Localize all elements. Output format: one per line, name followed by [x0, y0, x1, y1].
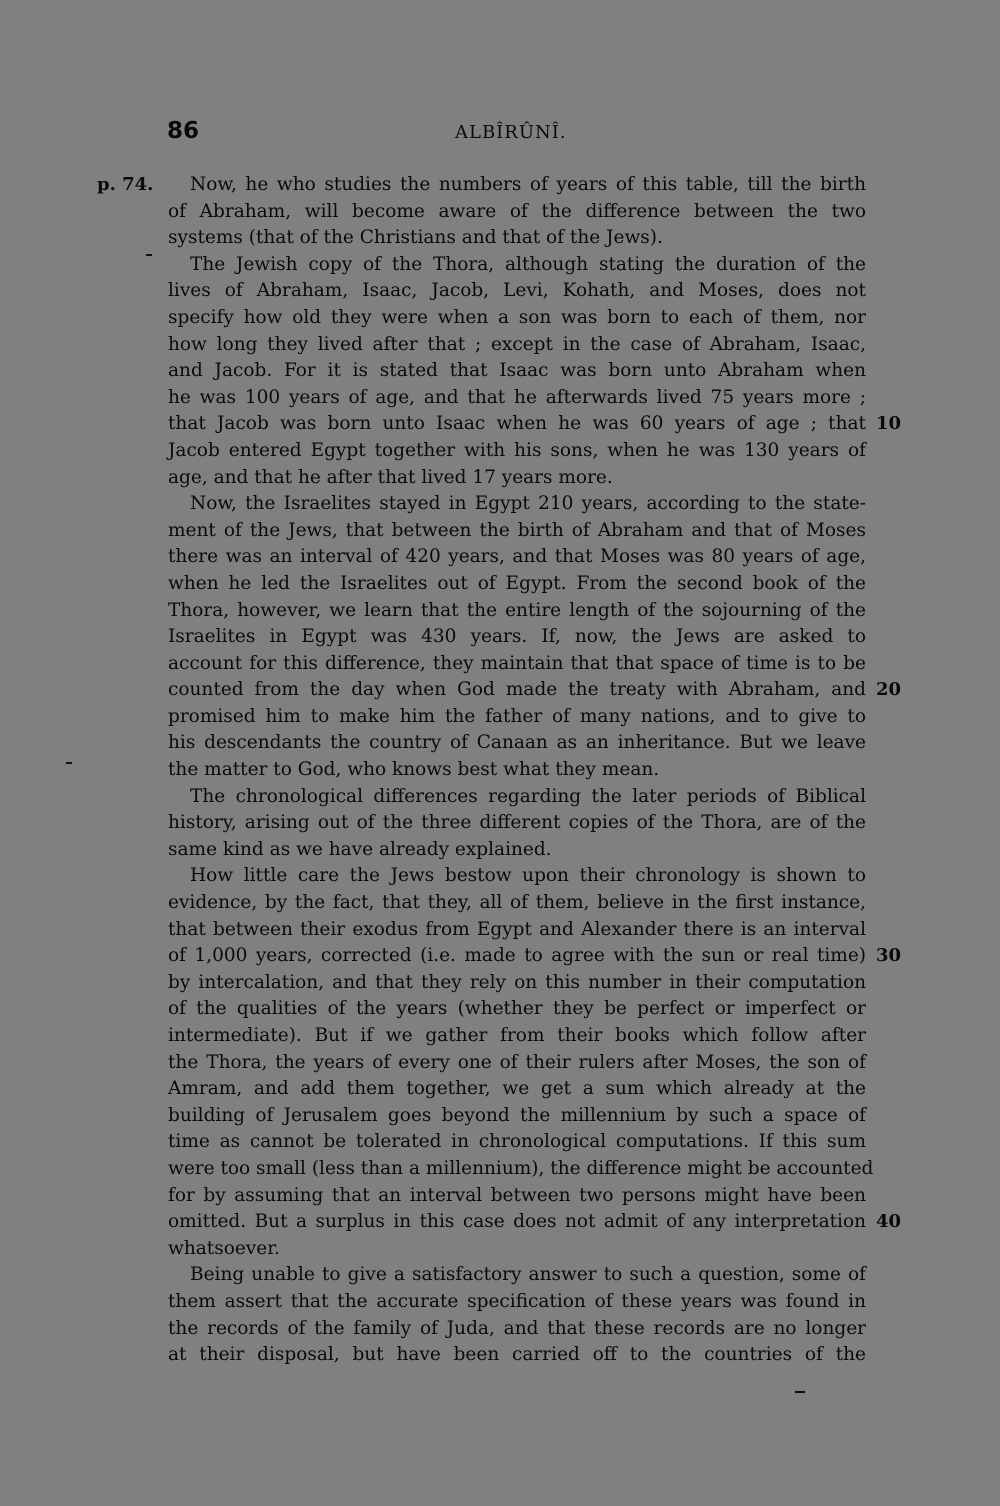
text-line-content: systems (that of the Christians and that of the Jews). — [168, 227, 663, 249]
text-line-content: how long they lived after that ; except in the case of Abraham, Isaac, — [168, 333, 866, 355]
text-line-content: lives of Abraham, Isaac, Jacob, Levi, Kohath, and Moses, does not — [168, 280, 866, 302]
text-line — [168, 1289, 866, 1316]
text-line-content: the matter to God, who knows best what they mean. — [168, 759, 660, 781]
text-line-content: Israelites in Egypt was 430 years. If, now, the Jews are asked to — [168, 626, 866, 648]
text-line-content: of Abraham, will become aware of the difference between the two — [168, 200, 866, 222]
text-line-content: account for this difference, they maintain that that space of time is to be — [168, 652, 866, 674]
text-line — [168, 890, 866, 917]
text-line-content: of 1,000 years, corrected (i.e. made to agree with the sun or real time) — [168, 945, 866, 967]
text-line — [168, 624, 866, 651]
text-line — [168, 1023, 866, 1050]
text-line — [168, 1183, 866, 1210]
text-line — [168, 1076, 866, 1103]
text-line — [168, 1209, 902, 1236]
margin-page-reference: p. 74. — [97, 174, 154, 195]
text-line-content: evidence, by the fact, that they, all of them, believe in the first instance, — [168, 892, 866, 914]
text-line-content: specify how old they were when a son was born to each of them, nor — [168, 306, 866, 328]
text-line — [168, 544, 866, 571]
text-line-content: were too small (less than a millennium), the difference might be accounted — [168, 1157, 874, 1179]
text-line — [168, 252, 866, 279]
text-line — [168, 172, 866, 199]
page-number: 86 — [167, 118, 200, 144]
text-line-content: promised him to make him the father of many nations, and to give to — [168, 705, 866, 727]
text-line-content: Now, he who studies the numbers of years of this table, till the birth — [190, 174, 866, 195]
text-line-content: he was 100 years of age, and that he afterwards lived 75 years more ; — [168, 386, 866, 408]
text-line — [168, 757, 866, 784]
line-number: 20 — [876, 679, 902, 701]
text-line — [168, 784, 866, 811]
text-line-content: by intercalation, and that they rely on this number in their computation — [168, 971, 866, 993]
text-line — [168, 411, 902, 438]
text-line — [168, 598, 866, 625]
text-line-content: when he led the Israelites out of Egypt. From the second book of the — [168, 572, 866, 594]
text-line-content: same kind as we have already explained. — [168, 838, 552, 860]
text-line-content: the records of the family of Juda, and that these records are no longer — [168, 1317, 866, 1339]
text-line-content: time as cannot be tolerated in chronological computations. If this sum — [168, 1131, 866, 1153]
text-line-content: that Jacob was born unto Isaac when he was 60 years of age ; that — [168, 413, 866, 435]
line-number: 10 — [876, 413, 902, 435]
text-line — [168, 225, 866, 252]
text-line-content: of the qualities of the years (whether they be perfect or imperfect or — [168, 998, 866, 1020]
text-line — [168, 438, 866, 465]
text-line — [168, 385, 866, 412]
text-line-content: whatsoever. — [168, 1237, 280, 1259]
line-number: 40 — [876, 1211, 902, 1233]
text-line-content: omitted. But a surplus in this case does not admit of any interpretation — [168, 1211, 866, 1233]
text-line — [168, 358, 866, 385]
text-line — [168, 1050, 866, 1077]
text-line — [168, 730, 866, 757]
text-line — [168, 1103, 866, 1130]
text-line — [168, 1236, 866, 1263]
text-line — [168, 917, 866, 944]
text-line-content: Being unable to give a satisfactory answer to such a question, some of — [190, 1264, 866, 1286]
text-line-content: counted from the day when God made the treaty with Abraham, and — [168, 679, 866, 701]
line-number: 30 — [876, 945, 902, 967]
text-line — [168, 1129, 866, 1156]
text-line — [168, 465, 866, 492]
text-line — [168, 491, 866, 518]
text-line — [168, 1156, 874, 1183]
text-line — [168, 970, 866, 997]
text-line-content: intermediate). But if we gather from their books which follow after — [168, 1025, 866, 1046]
running-head: ALBÎRÛNÎ. — [455, 122, 567, 143]
text-line-content: the Thora, the years of every one of their rulers after Moses, the son of — [168, 1051, 866, 1073]
margin-mark — [795, 1391, 805, 1393]
text-line — [168, 1342, 866, 1369]
text-line — [168, 810, 866, 837]
text-block — [168, 172, 902, 1369]
text-line — [168, 278, 866, 305]
text-line — [168, 996, 866, 1023]
text-line-content: history, arising out of the three different copies of the Thora, are of the — [168, 812, 866, 834]
text-line — [168, 863, 866, 890]
text-line — [168, 1316, 866, 1343]
text-line — [168, 943, 902, 970]
text-line-content: The chronological differences regarding the later periods of Biblical — [190, 785, 866, 807]
text-line-content: age, and that he after that lived 17 years more. — [168, 466, 613, 488]
text-line-content: them assert that the accurate specification of these years was found in — [168, 1290, 866, 1312]
text-line — [168, 571, 866, 598]
text-line-content: Now, the Israelites stayed in Egypt 210 years, according to the state- — [190, 493, 866, 515]
text-line — [168, 518, 866, 545]
margin-mark — [146, 254, 152, 256]
text-line — [168, 677, 902, 704]
text-line-content: Thora, however, we learn that the entire length of the sojourning of the — [168, 599, 866, 621]
text-line-content: Jacob entered Egypt together with his sons, when he was 130 years of — [168, 439, 866, 461]
text-line-content: How little care the Jews bestow upon their chronology is shown to — [190, 865, 866, 887]
text-line-content: at their disposal, but have been carried off to the countries of the — [168, 1344, 866, 1366]
text-line-content: Amram, and add them together, we get a sum which already at the — [168, 1078, 866, 1100]
text-line — [168, 199, 866, 226]
text-line-content: building of Jerusalem goes beyond the millennium by such a space of — [168, 1104, 866, 1126]
text-line-content: that between their exodus from Egypt and Alexander there is an interval — [168, 918, 866, 940]
text-line — [168, 837, 866, 864]
text-line-content: The Jewish copy of the Thora, although stating the duration of the — [190, 253, 866, 275]
text-line-content: and Jacob. For it is stated that Isaac was born unto Abraham when — [168, 360, 866, 382]
text-line — [168, 704, 866, 731]
text-line — [168, 332, 866, 359]
text-line — [168, 305, 866, 332]
text-line-content: ment of the Jews, that between the birth of Abraham and that of Moses — [168, 519, 866, 541]
text-line — [168, 1262, 866, 1289]
text-line-content: there was an interval of 420 years, and that Moses was 80 years of age, — [168, 546, 866, 568]
text-line — [168, 651, 866, 678]
text-line-content: his descendants the country of Canaan as an inheritance. But we leave — [168, 732, 866, 754]
text-line-content: for by assuming that an interval between two persons might have been — [168, 1184, 866, 1206]
margin-mark — [66, 762, 72, 764]
